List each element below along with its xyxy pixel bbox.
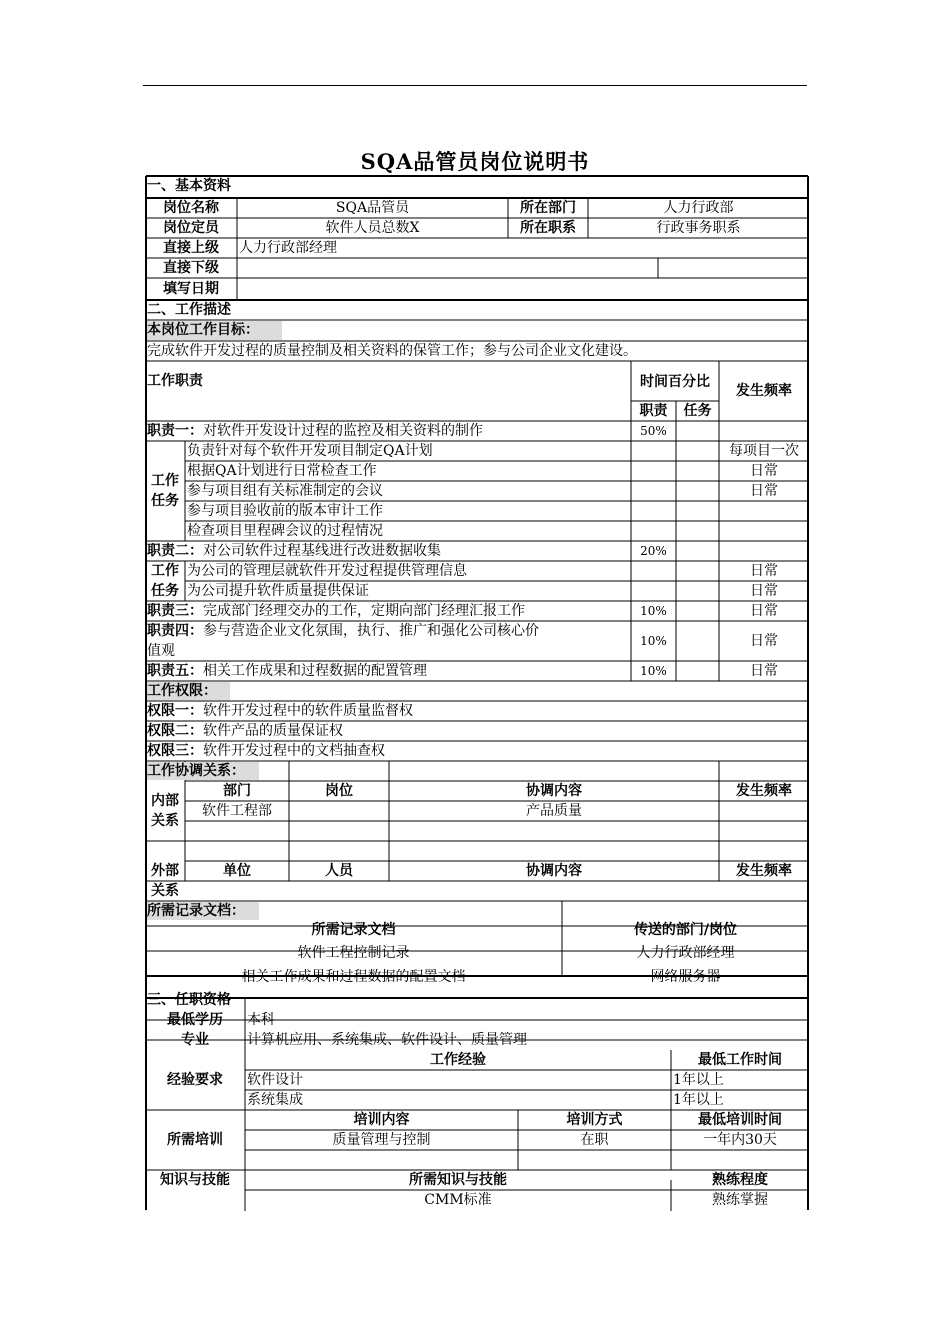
- headcount-label: 岗位定员: [163, 219, 219, 236]
- authority-1: [147, 701, 807, 721]
- external-unit-header: 单位: [223, 862, 251, 879]
- experience-header: 工作经验: [430, 1051, 486, 1068]
- duty-4-percent: 10%: [640, 633, 667, 648]
- department-label: 所在部门: [520, 199, 576, 216]
- section-qualifications-heading: 三、任职资格: [147, 991, 231, 1008]
- supervisor-label: 直接上级: [163, 239, 219, 256]
- document-title: SQA品管员岗位说明书: [360, 149, 590, 174]
- duty-1-task-3: 参与项目组有关标准制定的会议: [187, 482, 383, 499]
- duty-3-text: 完成部门经理交办的工作，定期向部门经理汇报工作: [203, 602, 525, 619]
- skills-level-header: 熟练程度: [712, 1171, 768, 1188]
- time-percent-header: 时间百分比: [640, 374, 710, 390]
- duty-3-percent: 10%: [640, 603, 667, 618]
- time-task-subheader: 任务: [683, 402, 712, 419]
- authority-2-text: 软件产品的质量保证权: [203, 722, 343, 739]
- fill-date-value: [239, 278, 639, 300]
- authority-3-label: 权限三：: [147, 742, 203, 759]
- header-rule: [143, 85, 807, 86]
- duty-4-text-continued: 值观: [147, 642, 175, 659]
- duty-1-task-4: 参与项目验收前的版本审计工作: [187, 502, 383, 519]
- record-1-destination: 人力行政部经理: [636, 944, 735, 961]
- skill-1-item: CMM标准: [424, 1191, 492, 1208]
- time-duty-subheader: 职责: [639, 402, 668, 419]
- training-method-header: 培训方式: [566, 1111, 623, 1128]
- authority-1-text: 软件开发过程中的软件质量监督权: [203, 702, 413, 719]
- internal-content-value: 产品质量: [526, 802, 582, 819]
- job-family-value: 行政事务职系: [656, 219, 741, 236]
- major-value: 计算机应用、系统集成、软件设计、质量管理: [247, 1031, 527, 1048]
- training-time-value: 一年内30天: [703, 1131, 777, 1148]
- duty-2-task-2-frequency: 日常: [750, 582, 778, 599]
- duty-1-text: 对软件开发设计过程的监控及相关资料的制作: [203, 422, 483, 439]
- internal-post-header: 岗位: [325, 782, 353, 799]
- duty-1-task-label: 工作任务: [151, 473, 179, 509]
- duties-header: 工作职责: [147, 372, 203, 389]
- coordination-label: 工作协调关系：: [147, 762, 259, 780]
- duty-4-label: 职责四：: [147, 622, 203, 639]
- job-family-label: 所在职系: [520, 219, 576, 236]
- internal-dept-header: 部门: [223, 782, 251, 799]
- duty-4-text: 参与营造企业文化氛围，执行、推广和强化公司核心价: [203, 622, 539, 639]
- training-method-value: 在职: [580, 1131, 609, 1148]
- experience-2-time: 1年以上: [673, 1091, 724, 1108]
- subordinate-value: [239, 258, 639, 278]
- duty-1-task-1-frequency: 每项目一次: [729, 442, 799, 459]
- experience-1-item: 软件设计: [247, 1071, 303, 1088]
- duty-1-task-1: 负责针对每个软件开发项目制定QA计划: [187, 442, 433, 459]
- duty-5-percent: 10%: [640, 663, 667, 678]
- section-basic-info-heading: 一、基本资料: [147, 178, 231, 194]
- duty-1-task-5: 检查项目里程碑会议的过程情况: [187, 522, 383, 539]
- external-person-header: 人员: [325, 862, 353, 879]
- duty-4: [147, 621, 631, 641]
- education-label: 最低学历: [167, 1011, 223, 1028]
- duty-1-task-2: 根据QA计划进行日常检查工作: [187, 462, 377, 479]
- record-1-doc: 软件工程控制记录: [297, 944, 410, 961]
- section-work-description-heading: 二、工作描述: [147, 301, 231, 318]
- record-2-doc: 相关工作成果和过程数据的配置文档: [241, 968, 466, 985]
- experience-label: 经验要求: [167, 1071, 223, 1088]
- skill-1-level: 熟练掌握: [712, 1191, 768, 1208]
- authority-3-text: 软件开发过程中的文档抽查权: [203, 742, 385, 759]
- supervisor-value: 人力行政部经理: [239, 239, 337, 256]
- duty-2-percent: 20%: [640, 543, 667, 558]
- authority-2-label: 权限二：: [147, 722, 203, 739]
- duty-1-task-2-frequency: 日常: [750, 462, 778, 479]
- job-title-label: 岗位名称: [163, 199, 219, 216]
- records-destination-header: 传送的部门/岗位: [633, 921, 738, 938]
- internal-content-header: 协调内容: [526, 782, 582, 799]
- experience-time-header: 最低工作时间: [698, 1051, 782, 1068]
- internal-frequency-header: 发生频率: [736, 782, 792, 799]
- training-content-value: 质量管理与控制: [332, 1131, 431, 1148]
- duty-5: [147, 661, 631, 681]
- duty-3-frequency: 日常: [750, 602, 778, 619]
- duty-5-label: 职责五：: [147, 662, 203, 679]
- fill-date-label: 填写日期: [163, 280, 219, 297]
- skills-header: 所需知识与技能: [409, 1171, 507, 1188]
- duty-1: [147, 421, 631, 441]
- duty-2-text: 对公司软件过程基线进行改进数据收集: [203, 542, 441, 559]
- duty-3: [147, 601, 631, 621]
- job-title-value: SQA品管员: [335, 199, 410, 216]
- authority-3: [147, 741, 807, 761]
- experience-2-item: 系统集成: [247, 1091, 303, 1108]
- external-content-header: 协调内容: [526, 862, 582, 879]
- training-time-header: 最低培训时间: [698, 1111, 782, 1128]
- duty-1-task-3-frequency: 日常: [750, 482, 778, 499]
- duty-1-label: 职责一：: [147, 422, 203, 439]
- record-2-destination: 网络服务器: [650, 968, 721, 985]
- training-label: 所需培训: [167, 1131, 223, 1148]
- experience-1-time: 1年以上: [673, 1071, 724, 1088]
- external-relations-label: 外部关系: [151, 863, 179, 899]
- records-doc-header: 所需记录文档: [311, 921, 396, 938]
- headcount-value: 软件人员总数X: [325, 219, 420, 236]
- skills-label: 知识与技能: [160, 1171, 230, 1188]
- goal-text: 完成软件开发过程的质量控制及相关资料的保管工作；参与公司企业文化建设。: [147, 342, 637, 359]
- authority-2: [147, 721, 807, 741]
- records-label: 所需记录文档：: [147, 902, 259, 920]
- duty-5-frequency: 日常: [750, 662, 778, 679]
- internal-relations-label: 内部关系: [151, 793, 179, 829]
- frequency-header: 发生频率: [736, 382, 792, 399]
- subordinate-label: 直接下级: [163, 259, 219, 276]
- duty-2-task-1-frequency: 日常: [750, 562, 778, 579]
- authority-label: 工作权限：: [147, 682, 230, 700]
- duty-2-task-1: 为公司的管理层就软件开发过程提供管理信息: [187, 562, 467, 579]
- external-frequency-header: 发生频率: [736, 862, 792, 879]
- internal-dept-value: 软件工程部: [202, 802, 272, 819]
- job-description-table: [145, 175, 809, 1211]
- duty-2-label: 职责二：: [147, 542, 203, 559]
- education-value: 本科: [247, 1011, 275, 1028]
- authority-1-label: 权限一：: [147, 702, 203, 719]
- duty-1-percent: 50%: [640, 423, 667, 438]
- duty-2-task-label: 工作任务: [151, 563, 179, 599]
- duty-2-task-2: 为公司提升软件质量提供保证: [187, 582, 369, 599]
- duty-2: [147, 541, 631, 561]
- department-value: 人力行政部: [663, 199, 734, 216]
- duty-4-frequency: 日常: [750, 632, 778, 649]
- major-label: 专业: [181, 1031, 209, 1048]
- training-content-header: 培训内容: [353, 1111, 410, 1128]
- duty-3-label: 职责三：: [147, 602, 203, 619]
- goal-label: 本岗位工作目标：: [147, 321, 282, 340]
- duty-5-text: 相关工作成果和过程数据的配置管理: [203, 662, 427, 679]
